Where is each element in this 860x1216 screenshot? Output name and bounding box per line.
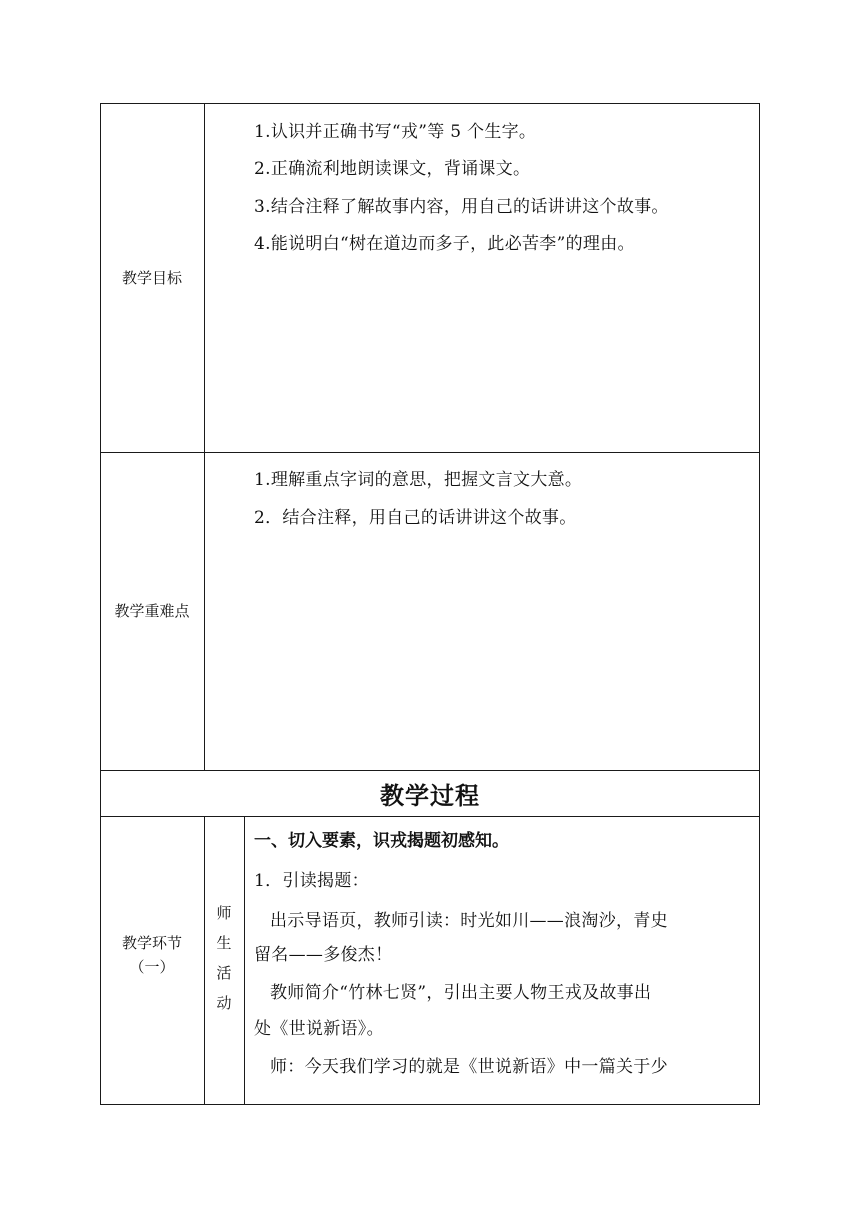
- process-heading: 一、切入要素，识戎揭题初感知。: [254, 831, 509, 851]
- step-label-line2: （一）: [129, 958, 175, 976]
- process-line: 出示导语页，教师引读：时光如川——浪淘沙，青史: [270, 911, 668, 931]
- column-divider: [204, 103, 205, 770]
- objective-item: 3.结合注释了解故事内容，用自己的话讲讲这个故事。: [254, 197, 669, 217]
- process-line: 留名——多俊杰！: [254, 945, 393, 965]
- objective-item: 4.能说明白“树在道边而多子，此必苦李”的理由。: [254, 234, 635, 254]
- key-points-label: 教学重难点: [114, 602, 190, 620]
- key-point-item: 2．结合注释，用自己的话讲讲这个故事。: [254, 508, 577, 528]
- activity-char: 动: [216, 994, 232, 1012]
- process-line: 1．引读揭题：: [254, 871, 369, 891]
- process-line: 师：今天我们学习的就是《世说新语》中一篇关于少: [270, 1057, 668, 1077]
- key-point-item: 1.理解重点字词的意思，把握文言文大意。: [254, 470, 583, 490]
- objective-item: 2.正确流利地朗读课文，背诵课文。: [254, 159, 531, 179]
- column-divider-step: [204, 816, 205, 1105]
- activity-char: 生: [216, 934, 232, 952]
- process-line: 教师简介“竹林七贤”，引出主要人物王戎及故事出: [270, 983, 652, 1003]
- process-title: 教学过程: [380, 782, 480, 810]
- process-line: 处《世说新语》。: [254, 1019, 384, 1039]
- activity-char: 活: [216, 964, 232, 982]
- activity-label: [214, 898, 234, 1018]
- column-divider-activity: [244, 816, 245, 1105]
- row-divider-process-title: [100, 816, 760, 817]
- objectives-label: 教学目标: [121, 268, 182, 287]
- step-label: [100, 925, 204, 985]
- step-label-line1: 教学环节: [121, 934, 182, 952]
- objective-item: 1.认识并正确书写“戎”等 5 个生字。: [254, 122, 537, 142]
- activity-char: 师: [216, 904, 232, 922]
